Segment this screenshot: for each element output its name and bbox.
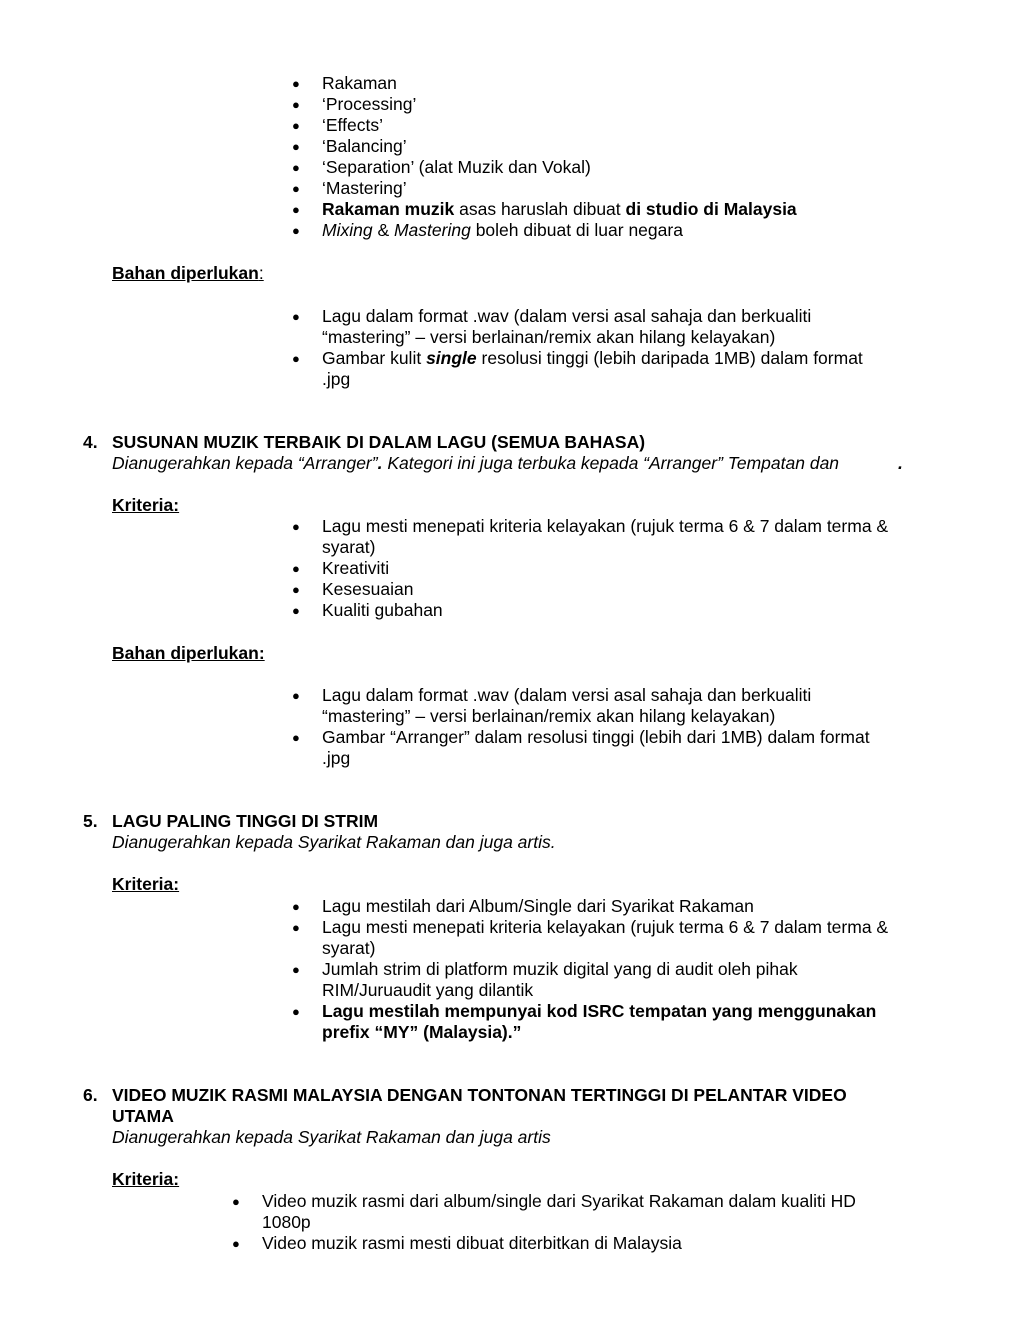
process-list [322, 73, 797, 241]
list-item: ● Mixing & Mastering boleh dibuat di luar negara [322, 220, 797, 241]
bahan-list [322, 306, 863, 390]
list-item: ● ‘Processing’ [322, 94, 797, 115]
section-number: 5. [83, 811, 98, 831]
list-item: ● Lagu mesti menepati kriteria kelayakan (rujuk terma 6 & 7 dalam terma & syarat) [322, 516, 888, 558]
kriteria-label: Kriteria: [112, 874, 180, 894]
section-number: 4. [83, 432, 98, 452]
list-item: ● Rakaman [322, 73, 797, 94]
list-item: ● ‘Effects’ [322, 115, 797, 136]
list-item: ● Kesesuaian [322, 579, 888, 600]
bahan-list [322, 685, 870, 769]
list-item: ● Kualiti gubahan [322, 600, 888, 621]
list-item: ● ‘Balancing’ [322, 136, 797, 157]
list-item: ● ‘Separation’ (alat Muzik dan Vokal) [322, 157, 797, 178]
list-item: ● ‘Mastering’ [322, 178, 797, 199]
list-item: ● Gambar “Arranger” dalam resolusi tinggi (lebih dari 1MB) dalam format .jpg [322, 727, 870, 769]
section-title: SUSUNAN MUZIK TERBAIK DI DALAM LAGU (SEMUA BAHASA) [112, 432, 646, 452]
list-item: ● Rakaman muzik asas haruslah dibuat di studio di Malaysia [322, 199, 797, 220]
list-item: ● Kreativiti [322, 558, 888, 579]
list-item: ● Gambar kulit single resolusi tinggi (lebih daripada 1MB) dalam format .jpg [322, 348, 863, 390]
list-item: ● Lagu dalam format .wav (dalam versi asal sahaja dan berkualiti “mastering” – versi berlainan/remix akan hilang kelayakan) [322, 306, 863, 348]
section-description: Dianugerahkan kepada Syarikat Rakaman dan juga artis. [112, 832, 556, 852]
section-description: Dianugerahkan kepada “Arranger”. Kategori ini juga terbuka kepada “Arranger” Tempatan dan . [112, 453, 903, 473]
kriteria-list [262, 1191, 856, 1254]
section-title: LAGU PALING TINGGI DI STRIM [112, 811, 379, 831]
list-item: ● Lagu dalam format .wav (dalam versi asal sahaja dan berkualiti “mastering” – versi berlainan/remix akan hilang kelayakan) [322, 685, 870, 727]
section-description: Dianugerahkan kepada Syarikat Rakaman dan juga artis [112, 1127, 551, 1147]
list-item: ● Video muzik rasmi dari album/single dari Syarikat Rakaman dalam kualiti HD 1080p [262, 1191, 856, 1233]
kriteria-list [322, 516, 888, 621]
section-title: VIDEO MUZIK RASMI MALAYSIA DENGAN TONTONAN TERTINGGI DI PELANTAR VIDEO UTAMA [112, 1085, 847, 1126]
kriteria-list [322, 896, 888, 1043]
bahan-label: Bahan diperlukan: [112, 643, 265, 663]
kriteria-label: Kriteria: [112, 1169, 180, 1189]
kriteria-label: Kriteria: [112, 495, 180, 515]
section-number: 6. [83, 1085, 98, 1105]
list-item: ● Lagu mesti menepati kriteria kelayakan (rujuk terma 6 & 7 dalam terma & syarat) [322, 917, 888, 959]
bahan-label: Bahan diperlukan: [112, 263, 264, 283]
list-item: ● Lagu mestilah dari Album/Single dari Syarikat Rakaman [322, 896, 888, 917]
list-item: ● Jumlah strim di platform muzik digital yang di audit oleh pihak RIM/Juruaudit yang dilantik [322, 959, 888, 1001]
list-item: ● Video muzik rasmi mesti dibuat diterbitkan di Malaysia [262, 1233, 856, 1254]
list-item: ● Lagu mestilah mempunyai kod ISRC tempatan yang menggunakan prefix “MY” (Malaysia).” [322, 1001, 888, 1043]
